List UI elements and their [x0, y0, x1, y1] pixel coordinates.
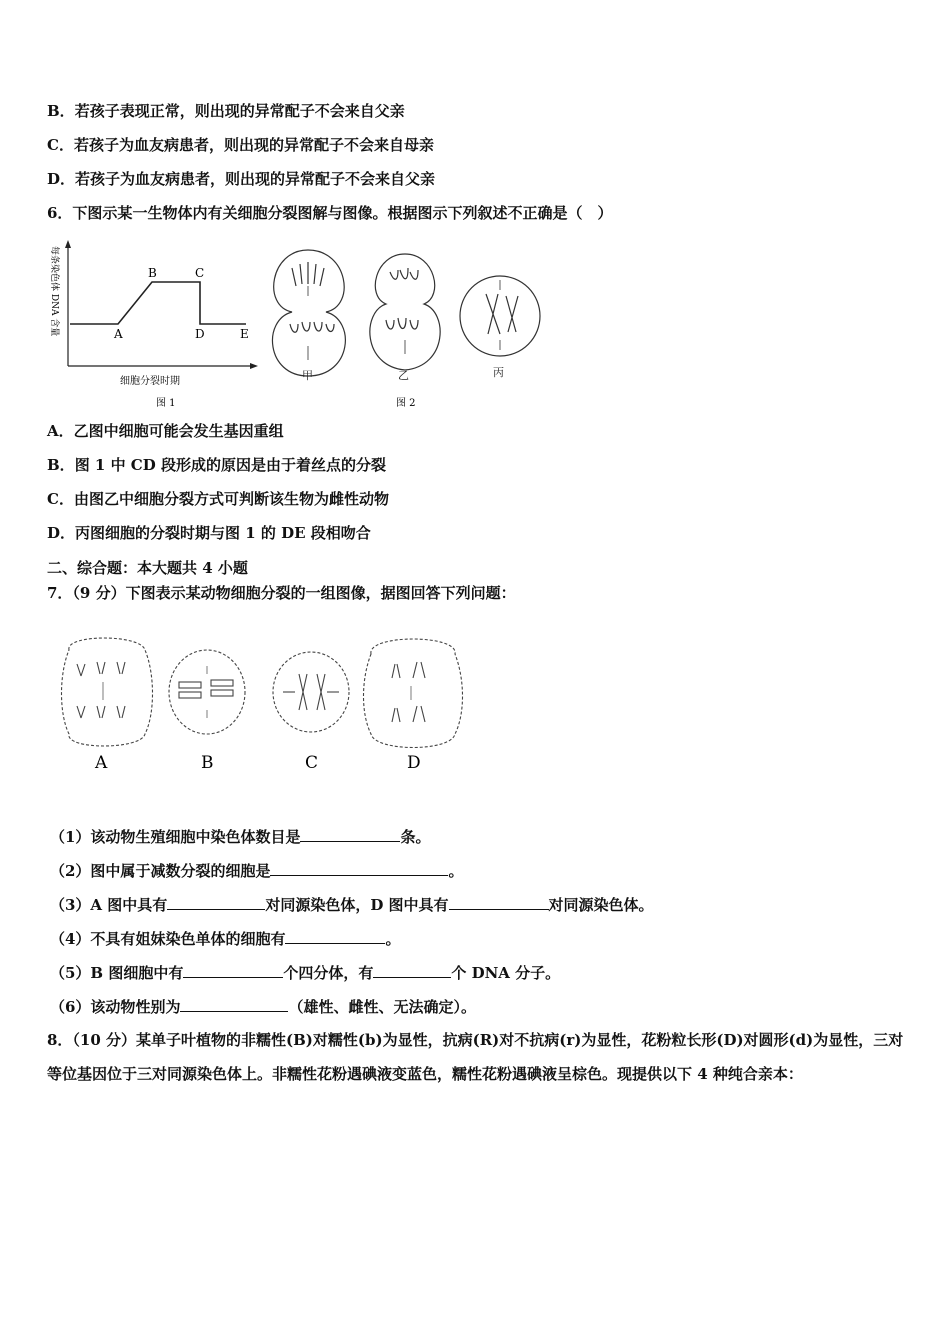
q5-option-c: C．若孩子为血友病患者，则出现的异常配子不会来自母亲: [47, 136, 434, 154]
point-A: A: [114, 327, 123, 341]
q7-cell-b: [169, 650, 245, 734]
q5-option-d: D．若孩子为血友病患者，则出现的异常配子不会来自父亲: [47, 170, 436, 188]
q7-sub-6: （6）该动物性别为 （雄性、雌性、无法确定）。: [50, 995, 476, 1018]
cell-yi-label: 乙: [398, 369, 409, 382]
q8-stem: 8．（10 分）某单子叶植物的非糯性(B)对糯性(b)为显性，抗病(R)对不抗病(r)为显性，花粉粒长形(D)对圆形(d)为显性，三对等位基因位于三对同源染色体上。非糯性花粉遇碘液变蓝色，糯性花粉遇碘液呈棕色。现提供以下 4 种纯合亲本：: [47, 1031, 904, 1083]
q7-sub-4: （4）不具有姐妹染色单体的细胞有 。: [50, 927, 400, 950]
q7-blank-5b[interactable]: [373, 961, 451, 978]
point-B: B: [148, 266, 157, 280]
q7-blank-1[interactable]: [300, 825, 400, 842]
q7-sub-1: （1）该动物生殖细胞中染色体数目是 条。: [50, 825, 430, 848]
figure1-xlabel: 细胞分裂时期: [120, 376, 180, 387]
q6-option-a: A．乙图中细胞可能会发生基因重组: [47, 422, 284, 440]
q7-blank-4[interactable]: [285, 927, 385, 944]
point-E: E: [240, 327, 249, 341]
cell-jia: [272, 250, 345, 382]
q7-label-d: D: [407, 753, 421, 773]
q7-blank-2[interactable]: [270, 859, 448, 876]
q7-label-a: A: [95, 753, 108, 773]
q7-blank-3a[interactable]: [167, 893, 265, 910]
cell-bing: [460, 276, 540, 379]
q7-blank-3b[interactable]: [449, 893, 549, 910]
cell-jia-label: 甲: [302, 369, 313, 382]
q7-sub-2: （2）图中属于减数分裂的细胞是 。: [50, 859, 463, 882]
figure1-caption: 图 1: [156, 398, 176, 409]
figure1-ylabel: 每条染色体 DNA 含量: [49, 246, 59, 337]
point-C: C: [195, 266, 205, 280]
q7-blank-6[interactable]: [180, 995, 288, 1012]
q7-blank-5a[interactable]: [183, 961, 283, 978]
q7-cell-c: [273, 652, 349, 732]
q5-option-b: B．若孩子表现正常，则出现的异常配子不会来自父亲: [47, 102, 405, 120]
q6-option-c: C．由图乙中细胞分裂方式可判断该生物为雌性动物: [47, 490, 389, 508]
q7-sub-3: （3）A 图中具有 对同源染色体，D 图中具有 对同源染色体。: [50, 893, 654, 916]
q7-figure: [55, 630, 475, 780]
figure1-graph: [49, 240, 258, 409]
section-heading: 二、综合题：本大题共 4 小题: [47, 559, 248, 577]
q7-stem: 7．（9 分）下图表示某动物细胞分裂的一组图像，据图回答下列问题：: [47, 584, 516, 602]
q7-cell-d: [364, 639, 463, 748]
q7-label-b: B: [201, 753, 214, 773]
q6-stem: 6．下图示某一生物体内有关细胞分裂图解与图像。根据图示下列叙述不正确是（ ）: [47, 204, 613, 222]
q6-option-d: D．丙图细胞的分裂时期与图 1 的 DE 段相吻合: [47, 524, 371, 542]
q6-figure: [40, 236, 560, 416]
q7-sub-5: （5）B 图细胞中有 个四分体，有 个 DNA 分子。: [50, 961, 560, 984]
q7-label-c: C: [305, 753, 319, 773]
figure2-caption: 图 2: [396, 398, 416, 409]
point-D: D: [195, 327, 205, 341]
cell-bing-label: 丙: [493, 366, 504, 379]
cell-yi: [370, 254, 440, 382]
q7-cell-a: [62, 638, 153, 746]
q6-option-b: B．图 1 中 CD 段形成的原因是由于着丝点的分裂: [47, 456, 386, 474]
